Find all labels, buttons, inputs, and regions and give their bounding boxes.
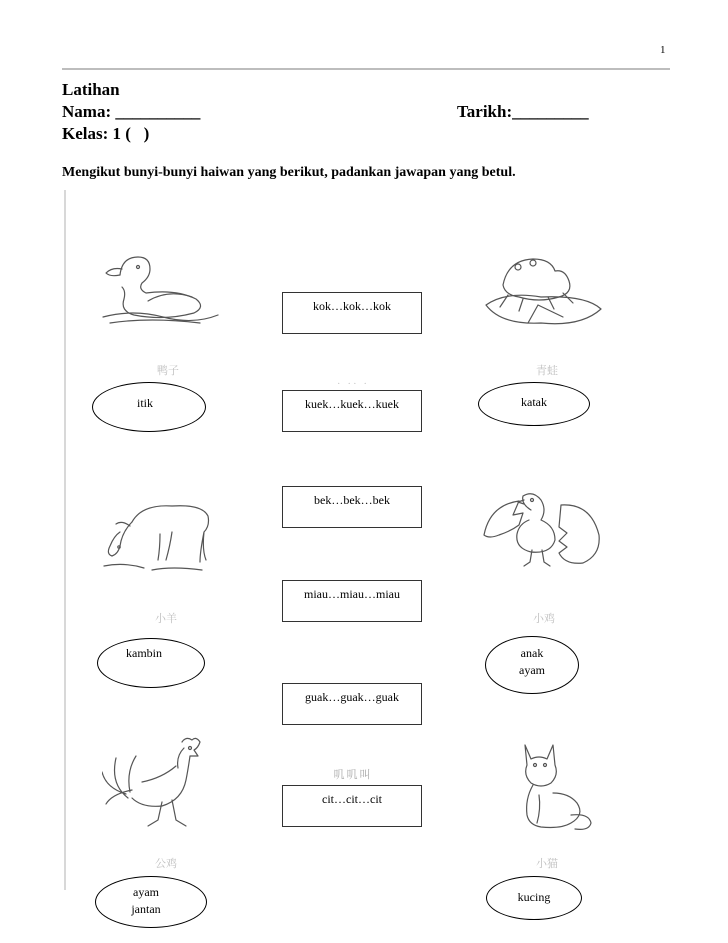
class-field[interactable]: Kelas: 1 ( ) [62, 124, 150, 143]
sound-box-1[interactable]: kok…kok…kok [282, 292, 422, 334]
page-number: 1 [660, 44, 666, 56]
rooster-illustration [102, 728, 212, 838]
sound-box-4[interactable]: miau…miau…miau [282, 580, 422, 622]
sound-box-3[interactable]: bek…bek…bek [282, 486, 422, 528]
cat-chinese-label: 小猫 [536, 858, 558, 870]
answer-oval-kucing[interactable]: kucing [486, 876, 582, 920]
goat-illustration [102, 492, 217, 577]
duck-illustration [98, 245, 223, 330]
answer-oval-katak[interactable]: katak [478, 382, 590, 426]
faint-chinese-sound: 叽叽叫 [333, 769, 373, 781]
sound-box-5[interactable]: guak…guak…guak [282, 683, 422, 725]
answer-oval-itik[interactable]: itik [92, 382, 206, 432]
answer-line-2: ayam [519, 663, 545, 677]
answer-line-1: ayam [133, 885, 159, 899]
instruction-text: Mengikut bunyi-bunyi haiwan yang berikut, padankan jawapan yang betul. [62, 165, 516, 180]
answer-oval-anak-ayam[interactable] [485, 636, 579, 694]
faint-sound-text: · ·· · [336, 378, 370, 390]
date-field[interactable]: Tarikh:_________ [457, 102, 589, 121]
answer-oval-ayam-jantan[interactable] [95, 876, 207, 928]
cat-illustration [505, 735, 600, 835]
frog-illustration [478, 245, 608, 330]
sound-box-2[interactable]: kuek…kuek…kuek [282, 390, 422, 432]
answer-line-1: anak [520, 646, 544, 660]
goat-chinese-label: 小羊 [155, 613, 177, 625]
rooster-chinese-label: 公鸡 [155, 858, 177, 870]
chick-chinese-label: 小鸡 [533, 613, 555, 625]
answer-oval-kambin[interactable]: kambin [97, 638, 205, 688]
scan-edge [64, 190, 66, 890]
name-field[interactable]: Nama: __________ [62, 102, 201, 121]
duck-chinese-label: 鸭子 [157, 365, 179, 377]
chick-illustration [476, 490, 606, 575]
frog-chinese-label: 青蛙 [536, 365, 558, 377]
sound-box-6[interactable]: cit…cit…cit [282, 785, 422, 827]
header-rule [62, 68, 670, 70]
answer-line-2: jantan [131, 902, 161, 916]
worksheet-title: Latihan [62, 80, 120, 99]
